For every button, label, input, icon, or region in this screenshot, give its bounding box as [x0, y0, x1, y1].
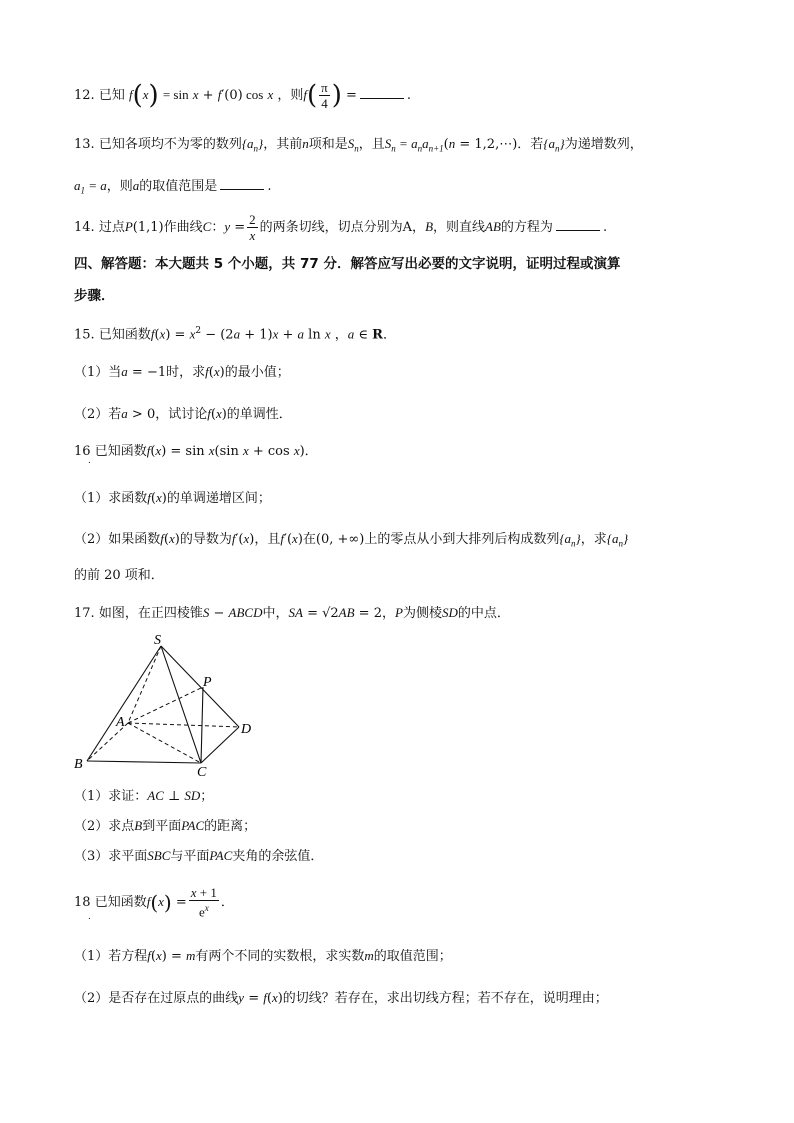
pyramid-figure — [70, 630, 270, 780]
edge-SB — [87, 646, 161, 761]
section-heading: 四、解答题：本大题共 5 个小题，共 77 分．解答应写出必要的文字说明，证明过程或演算 — [74, 256, 621, 272]
section-heading-line2: 步骤． — [74, 288, 115, 304]
label-D: D — [241, 722, 252, 737]
question-18: 18 已知函数f(x) = $\frac{x + 1}{e^x}$ ． — [74, 885, 234, 920]
edge-AD — [128, 723, 239, 727]
label-A: A — [116, 715, 125, 730]
answer-blank[interactable] — [556, 218, 600, 231]
question-18-part1: （1）若方程f(x) = m有两个不同的实数根，求实数m的取值范围； — [74, 948, 452, 964]
edge-SA — [128, 646, 161, 723]
question-17-part3: （3）求平面SBC与平面PAC夹角的余弦值． — [74, 848, 324, 864]
question-13: 13. 已知各项均不为零的数列$\{a_n\}$，其前n项和是$S_n$，且$S_n = a_na_{n+1}(n$ = 1,2,⋯)．若$\{a_n\}$为递增数列， — [74, 136, 643, 154]
segment-PC — [201, 687, 203, 763]
question-17-part1: （1）求证：AC ⊥ SD； — [74, 788, 214, 804]
answer-blank[interactable] — [220, 177, 264, 190]
label-P: P — [203, 675, 212, 690]
label-S: S — [154, 633, 161, 648]
question-13-line2: $a_1 = a$，则a的取值范围是 . — [74, 178, 272, 196]
dot-mark: . — [88, 456, 91, 466]
segment-AP — [128, 687, 203, 723]
question-17: 17. 如图，在正四棱锥S − ABCD中，SA = √2AB = 2，P为侧棱SD的中点． — [74, 605, 510, 621]
segment-AC — [128, 723, 201, 763]
question-16-part1: （1）求函数f(x)的单调递增区间； — [74, 490, 271, 506]
label-C: C — [197, 765, 207, 780]
question-16-part2-line2: 的前 20 项和． — [74, 568, 164, 583]
question-15-part2: （2）若a > 0，试讨论f(x)的单调性． — [74, 406, 292, 422]
question-14: 14. 过点P(1,1)作曲线C：y = $\frac{2}{x}$ 的两条切线，切点分别为A，B，则直线AB的方程为 . — [74, 212, 608, 243]
edge-BC — [87, 761, 201, 763]
question-16-part2: （2）如果函数f(x)的导数为f′(x)，且f′(x)在(0, +∞)上的零点从小到大排列后构成数列$\{a_n\}$，求$\{a_n\}$ — [74, 531, 629, 549]
answer-blank[interactable] — [360, 86, 404, 99]
edge-SD — [161, 646, 239, 727]
dot-mark: . — [88, 912, 91, 922]
question-17-part2: （2）求点B到平面PAC的距离； — [74, 818, 257, 834]
question-18-part2: （2）是否存在过原点的曲线y = f(x)的切线？若存在，求出切线方程；若不存在，说明理由； — [74, 990, 608, 1006]
edge-CD — [201, 727, 239, 763]
question-12: 12. 已知 f(x) = sin x + f′(0) cos x ，则f( $\frac{\pi}{4}$ ) = . — [74, 80, 412, 111]
question-16: 16 已知函数f(x) = sin x(sin x + cos x)． — [74, 443, 318, 459]
formula: f — [128, 87, 133, 102]
question-15-part1: （1）当a = −1时，求f(x)的最小值； — [74, 364, 290, 380]
question-15: 15. 已知函数$f(x) = x^2 - (2a + 1)x + a$ ln x ，a ∈ R． — [74, 326, 396, 343]
label-B: B — [74, 757, 83, 772]
